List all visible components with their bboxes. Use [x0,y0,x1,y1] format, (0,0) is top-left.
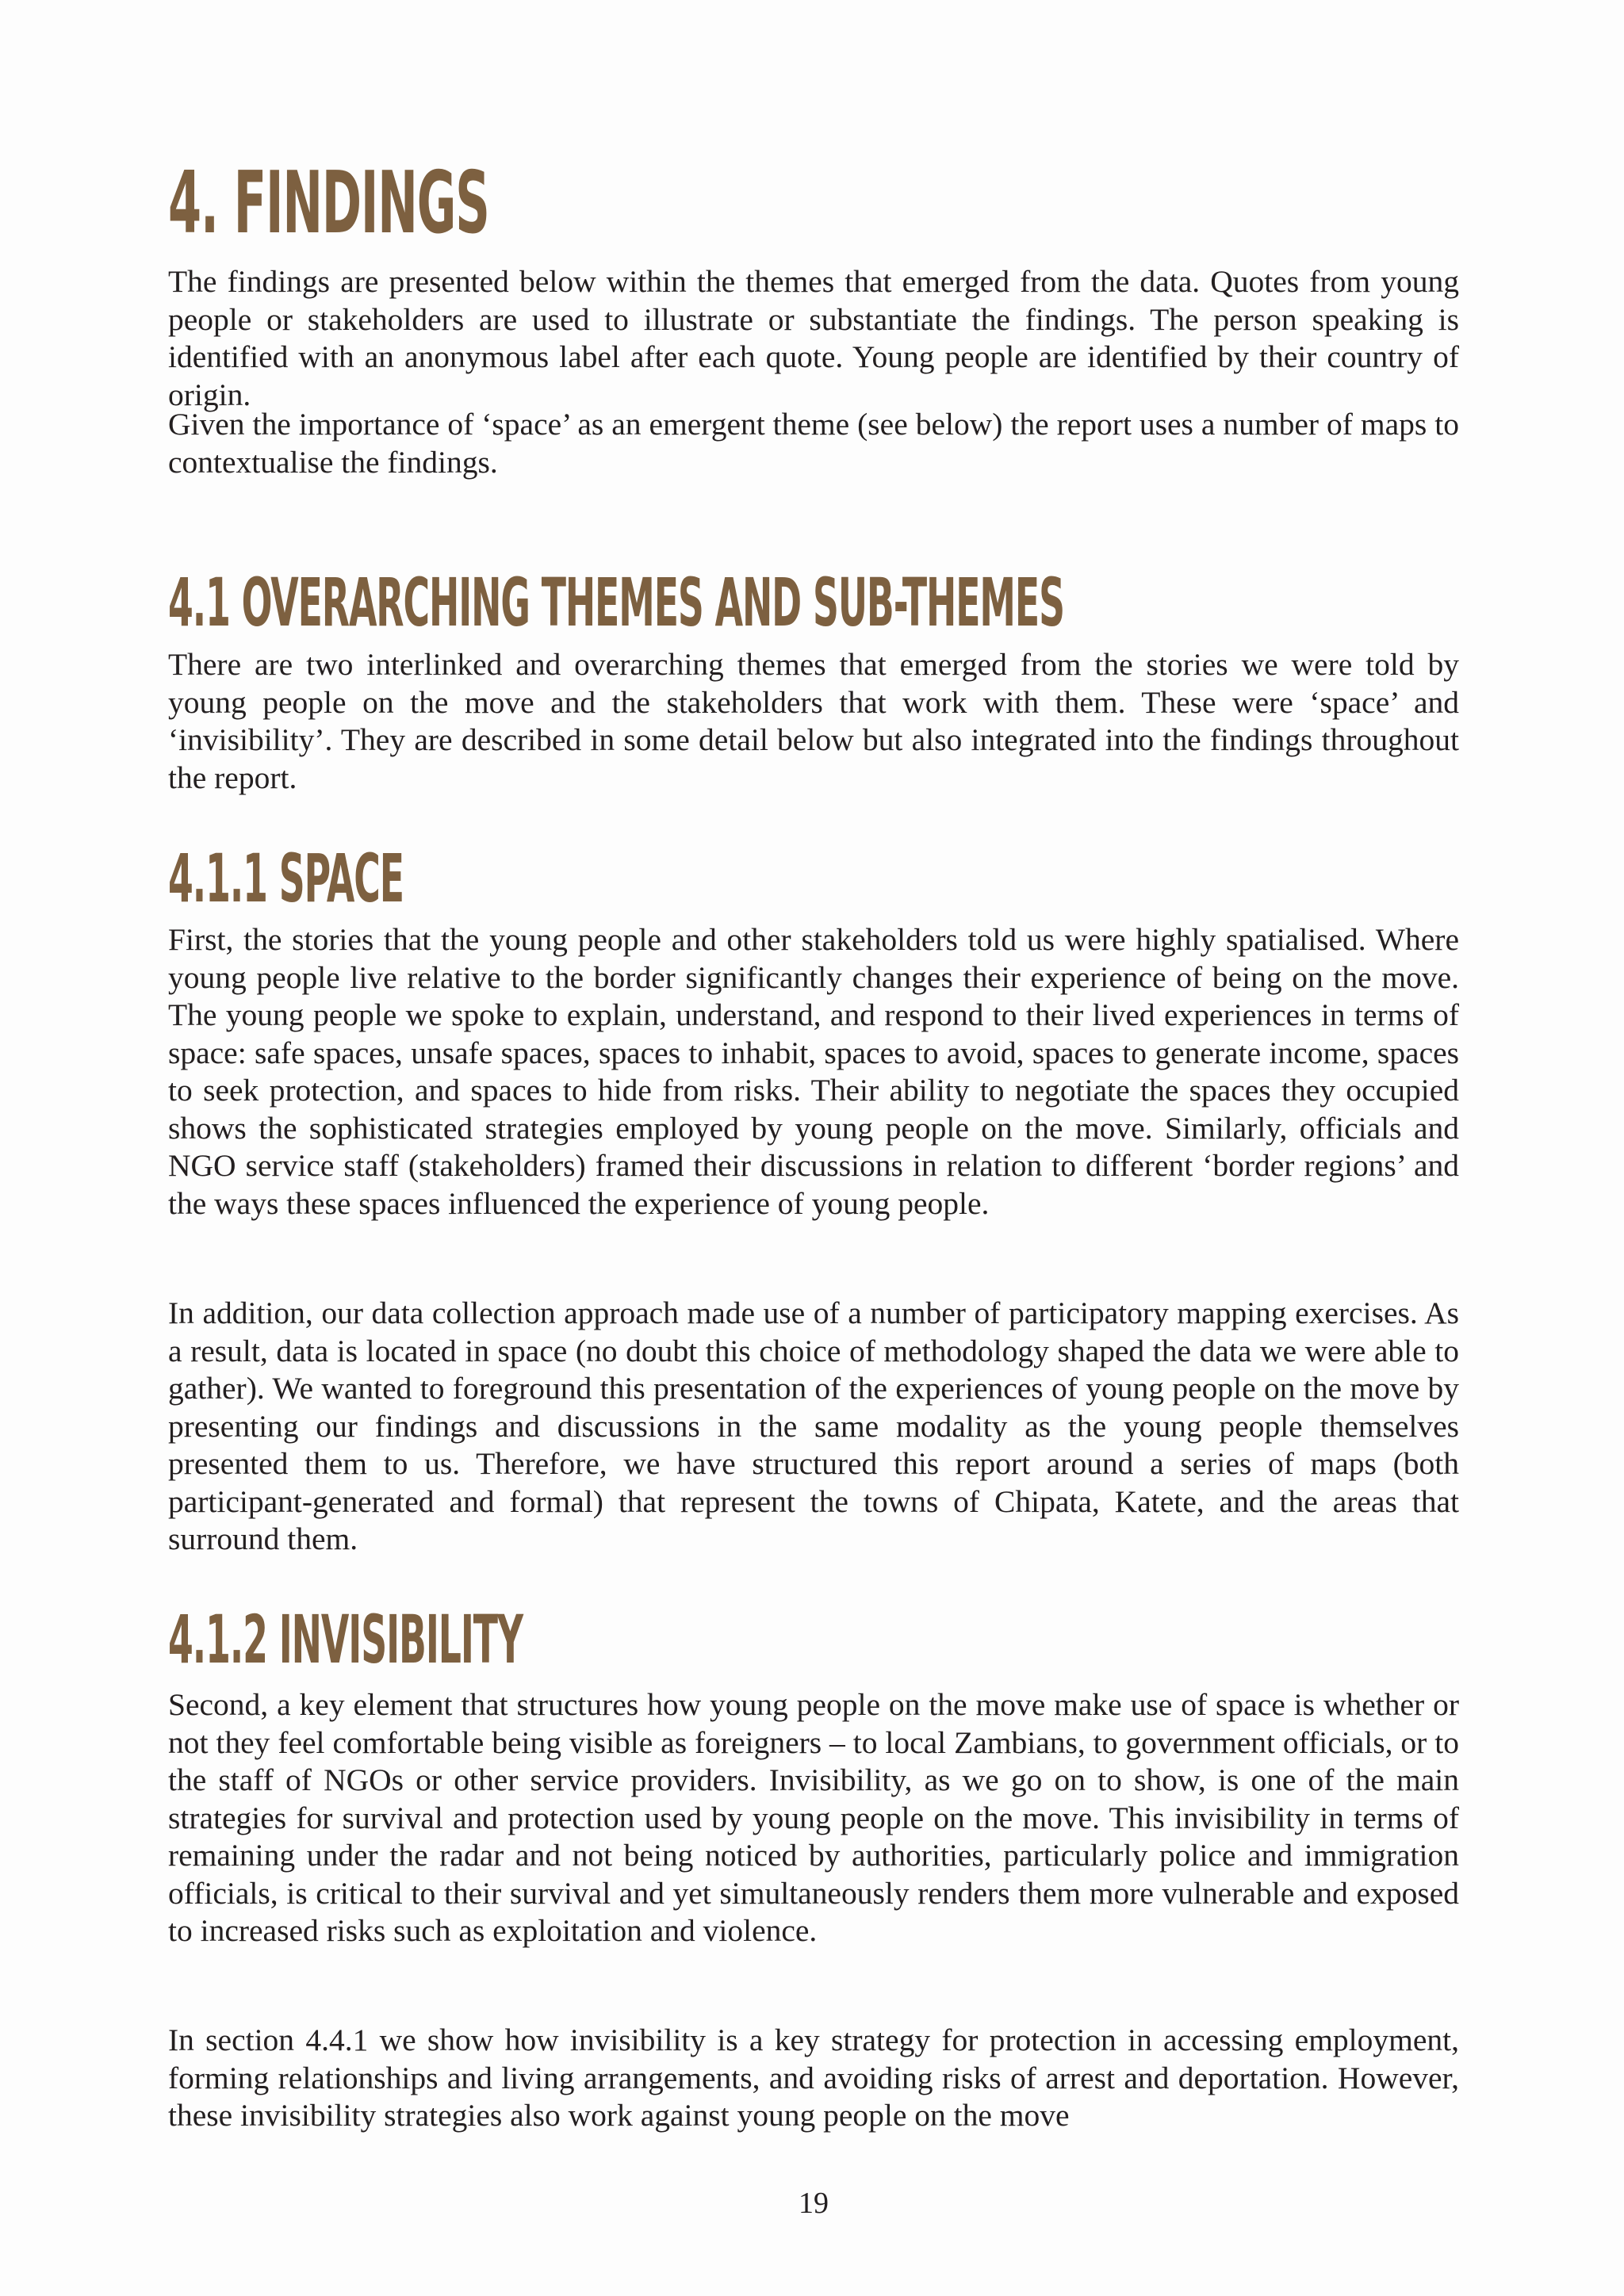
section-4-1-1-paragraph-1: First, the stories that the young people and other stakeholders told us were highly spatialised. Where young people live relative to the border significantly changes their experience of being on the move. The young people we spoke to explain, understand, and respond to their lived experiences in terms of space: safe spaces, unsafe spaces, spaces to inhabit, spaces to avoid, spaces to generate income, spaces to seek protection, and spaces to hide from risks. Their ability to negotiate the spaces they occupied shows the sophisticated strategies employed by young people on the move. Similarly, officials and NGO service staff (stakeholders) framed their discussions in relation to different ‘border regions’ and the ways these spaces influenced the experience of young people. [168,922,1459,1221]
chapter-heading: 4. FINDINGS [168,154,489,253]
section-heading-4-1-2: 4.1.2 INVISIBILITY [168,1601,523,1678]
section-heading-4-1-1: 4.1.1 SPACE [168,840,404,917]
page-number: 19 [799,2187,829,2220]
section-4-1-paragraph: There are two interlinked and overarching themes that emerged from the stories we were told by young people on the move and the stakeholders that work with them. These were ‘space’ and ‘invisibility’. They are described in some detail below but also integrated into the findings throughout the report. [168,647,1459,795]
intro-paragraph-1: The findings are presented below within the themes that emerged from the data. Quotes from young people or stakeholders are used to illustrate or substantiate the findings. The person speaking is identified with an anonymous label after each quote. Young people are identified by their country of origin. [168,264,1459,412]
section-4-1-2-paragraph-1: Second, a key element that structures how young people on the move make use of space is whether or not they feel comfortable being visible as foreigners – to local Zambians, to government officials, or to the staff of NGOs or other service providers. Invisibility, as we go on to show, is one of the main strategies for survival and protection used by young people on the move. This invisibility in terms of remaining under the radar and not being noticed by authorities, particularly police and immigration officials, is critical to their survival and yet simultaneously renders them more vulnerable and exposed to increased risks such as exploitation and violence. [168,1687,1459,1948]
intro-paragraph-2: Given the importance of ‘space’ as an emergent theme (see below) the report uses a number of maps to contextualise the findings. [168,407,1459,480]
section-4-1-2-paragraph-2: In section 4.4.1 we show how invisibility is a key strategy for protection in accessing employment, forming relationships and living arrangements, and avoiding risks of arrest and deportation. However, these invisibility strategies also work against young people on the move [168,2022,1459,2133]
section-heading-4-1: 4.1 OVERARCHING THEMES AND SUB-THEMES [168,564,1064,641]
section-4-1-1-paragraph-2: In addition, our data collection approach made use of a number of participatory mapping exercises. As a result, data is located in space (no doubt this choice of methodology shaped the data we were able to gather). We wanted to foreground this presentation of the experiences of young people on the move by presenting our findings and discussions in the same modality as the young people themselves presented them to us. Therefore, we have structured this report around a series of maps (both participant-generated and formal) that represent the towns of Chipata, Katete, and the areas that surround them. [168,1295,1459,1556]
